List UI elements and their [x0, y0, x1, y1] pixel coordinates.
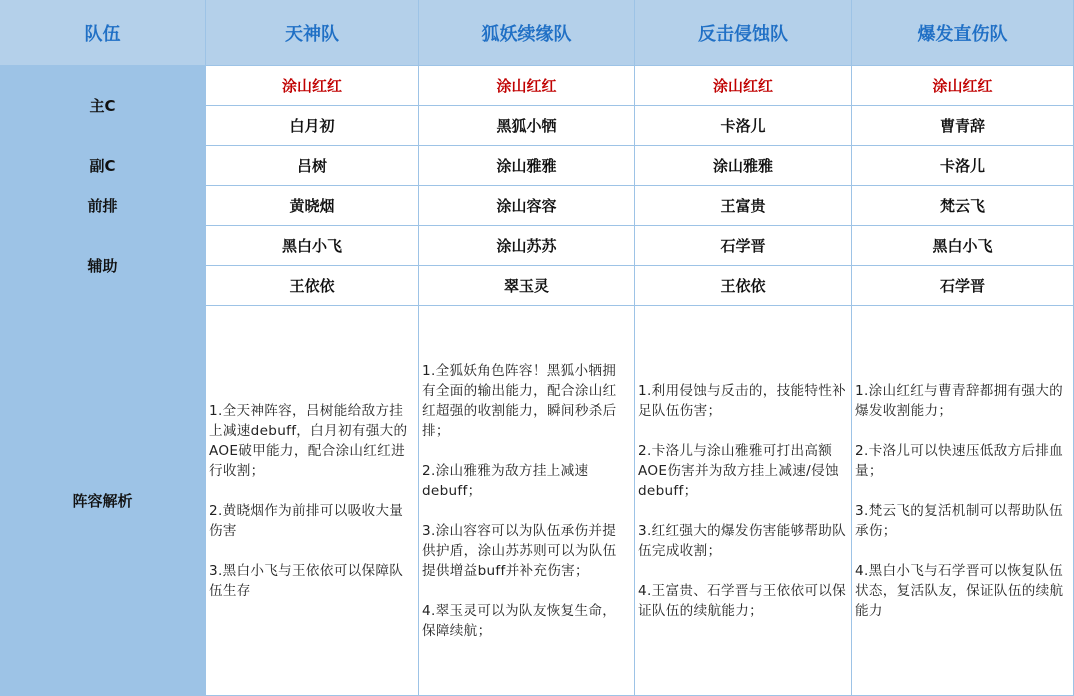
- cell-support-2-team-2: 翠玉灵: [419, 266, 635, 306]
- analysis-team-3: [635, 306, 852, 696]
- cell-front-team-2: 涂山容容: [419, 186, 635, 226]
- analysis-team-2-point-4: 4.翠玉灵可以为队友恢复生命，保障续航；: [422, 602, 617, 639]
- analysis-team-4-point-1: 1.涂山红红与曹青辞都拥有强大的爆发收割能力；: [855, 382, 1064, 419]
- analysis-team-4: [852, 306, 1074, 696]
- cell-support-2-team-3: 王依依: [635, 266, 852, 306]
- cell-main-c-2-team-1: 白月初: [206, 106, 419, 146]
- cell-front-team-3: 王富贵: [635, 186, 852, 226]
- analysis-team-2-point-3: 3.涂山容容可以为队伍承伤并提供护盾，涂山苏苏则可以为队伍提供增益buff并补充伤害；: [422, 522, 617, 579]
- cell-support-1-team-4: 黑白小飞: [852, 226, 1074, 266]
- cell-sub-c-team-3: 涂山雅雅: [635, 146, 852, 186]
- header-corner: 队伍: [0, 0, 206, 66]
- cell-main-c-2-team-3: 卡洛儿: [635, 106, 852, 146]
- analysis-team-1-point-3: 3.黑白小飞与王依依可以保障队伍生存: [209, 562, 404, 599]
- cell-main-c-1-team-1: 涂山红红: [206, 66, 419, 106]
- cell-main-c-1-team-4: 涂山红红: [852, 66, 1074, 106]
- cell-support-1-team-3: 石学晋: [635, 226, 852, 266]
- cell-sub-c-team-4: 卡洛儿: [852, 146, 1074, 186]
- analysis-team-3-point-4: 4.王富贵、石学晋与王依依可以保证队伍的续航能力；: [638, 582, 847, 619]
- analysis-team-3-point-1: 1.利用侵蚀与反击的，技能特性补足队伍伤害；: [638, 382, 847, 419]
- cell-support-2-team-4: 石学晋: [852, 266, 1074, 306]
- row-label-support: 辅助: [0, 226, 206, 306]
- header-team-3: 反击侵蚀队: [635, 0, 852, 66]
- cell-front-team-1: 黄晓烟: [206, 186, 419, 226]
- row-label-analysis: 阵容解析: [0, 306, 206, 696]
- cell-support-2-team-1: 王依依: [206, 266, 419, 306]
- analysis-team-2-point-2: 2.涂山雅雅为敌方挂上减速debuff；: [422, 462, 589, 499]
- row-label-sub-c: 副C: [0, 146, 206, 186]
- row-label-front: 前排: [0, 186, 206, 226]
- header-team-2: 狐妖续缘队: [419, 0, 635, 66]
- cell-support-1-team-2: 涂山苏苏: [419, 226, 635, 266]
- analysis-team-4-point-4: 4.黑白小飞与石学晋可以恢复队伍状态，复活队友，保证队伍的续航能力: [855, 562, 1064, 619]
- analysis-team-1-point-2: 2.黄晓烟作为前排可以吸收大量伤害: [209, 502, 404, 539]
- cell-main-c-2-team-2: 黑狐小牺: [419, 106, 635, 146]
- cell-main-c-2-team-4: 曹青辞: [852, 106, 1074, 146]
- analysis-team-1-point-1: 1.全天神阵容，吕树能给敌方挂上减速debuff，白月初有强大的AOE破甲能力，配合涂山红红进行收割；: [209, 402, 408, 479]
- header-team-4: 爆发直伤队: [852, 0, 1074, 66]
- analysis-team-2: [419, 306, 635, 696]
- analysis-team-3-point-2: 2.卡洛儿与涂山雅雅可打出高额AOE伤害并为敌方挂上减速/侵蚀debuff；: [638, 442, 839, 499]
- analysis-team-1: [206, 306, 419, 696]
- analysis-team-4-point-2: 2.卡洛儿可以快速压低敌方后排血量；: [855, 442, 1064, 479]
- header-team-1: 天神队: [206, 0, 419, 66]
- analysis-team-4-point-3: 3.梵云飞的复活机制可以帮助队伍承伤；: [855, 502, 1064, 539]
- analysis-team-2-point-1: 1.全狐妖角色阵容！黑狐小牺拥有全面的输出能力，配合涂山红红超强的收割能力，瞬间秒杀后排；: [422, 362, 617, 439]
- analysis-team-3-point-3: 3.红红强大的爆发伤害能够帮助队伍完成收割；: [638, 522, 847, 559]
- cell-sub-c-team-1: 吕树: [206, 146, 419, 186]
- cell-sub-c-team-2: 涂山雅雅: [419, 146, 635, 186]
- cell-support-1-team-1: 黑白小飞: [206, 226, 419, 266]
- cell-main-c-1-team-2: 涂山红红: [419, 66, 635, 106]
- row-label-main-c: 主C: [0, 66, 206, 146]
- cell-main-c-1-team-3: 涂山红红: [635, 66, 852, 106]
- cell-front-team-4: 梵云飞: [852, 186, 1074, 226]
